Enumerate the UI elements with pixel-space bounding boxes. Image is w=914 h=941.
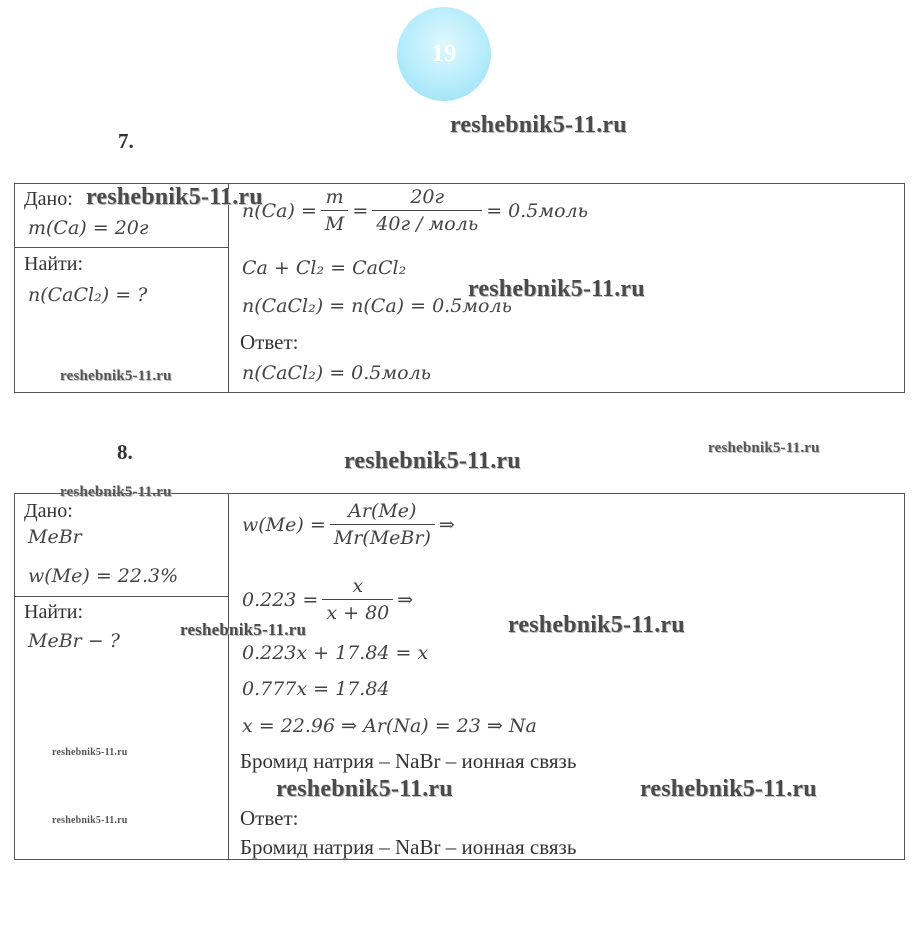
solution-line-1	[242, 186, 588, 235]
solution-line-3: n(CaCl₂) = n(Ca) = 0.5моль	[242, 295, 512, 317]
page-number-badge: 19	[397, 7, 491, 101]
fraction-numerator: m	[325, 186, 344, 208]
solution-line-6: Бромид натрия – NaBr – ионная связь	[240, 749, 577, 773]
fraction-denominator: 40г / моль	[372, 210, 482, 235]
answer-value: Бромид натрия – NaBr – ионная связь	[240, 835, 577, 859]
table-divider	[14, 596, 228, 597]
watermark: reshebnik5-11.ru	[52, 815, 128, 826]
watermark: reshebnik5-11.ru	[450, 112, 627, 138]
solution-line-2: Ca + Cl₂ = CaCl₂	[242, 257, 407, 279]
given-label: Дано:	[24, 188, 73, 210]
fraction-denominator: M	[321, 210, 348, 235]
watermark: reshebnik5-11.ru	[52, 747, 128, 758]
answer-value: n(CaCl₂) = 0.5моль	[242, 362, 432, 384]
table-divider	[14, 247, 228, 248]
problem-7-number: 7.	[118, 129, 134, 153]
solution-line-2	[242, 575, 413, 624]
fraction-numerator: 20г	[410, 186, 445, 208]
fraction-numerator: Ar(Me)	[348, 500, 417, 522]
equals-sign: =	[352, 199, 369, 222]
watermark: reshebnik5-11.ru	[86, 184, 263, 210]
problem-8-number: 8.	[117, 440, 133, 464]
fraction	[321, 186, 348, 235]
watermark: reshebnik5-11.ru	[640, 776, 817, 802]
find-label: Найти:	[24, 253, 84, 275]
watermark: reshebnik5-11.ru	[344, 448, 521, 474]
table-divider	[228, 183, 229, 393]
implies-arrow: ⇒	[397, 588, 414, 611]
answer-label: Ответ:	[240, 806, 299, 830]
formula-lhs: n(Ca) =	[242, 199, 317, 222]
watermark: reshebnik5-11.ru	[180, 620, 307, 639]
fraction	[322, 575, 393, 624]
watermark: reshebnik5-11.ru	[60, 484, 172, 500]
find-value: n(CaCl₂) = ?	[28, 284, 148, 306]
find-value: MeBr − ?	[28, 630, 120, 652]
watermark: reshebnik5-11.ru	[276, 776, 453, 802]
implies-arrow: ⇒	[438, 513, 455, 536]
watermark: reshebnik5-11.ru	[60, 368, 172, 384]
given-value: w(Me) = 22.3%	[28, 565, 179, 587]
fraction	[372, 186, 482, 235]
watermark: reshebnik5-11.ru	[468, 276, 645, 302]
fraction-denominator: x + 80	[322, 599, 393, 624]
given-value: m(Ca) = 20г	[28, 217, 149, 239]
formula-lhs: w(Me) =	[242, 513, 326, 536]
solution-line-5: x = 22.96 ⇒ Ar(Na) = 23 ⇒ Na	[242, 715, 537, 737]
solution-line-4: 0.777x = 17.84	[242, 678, 390, 700]
solution-line-1	[242, 500, 455, 549]
watermark: reshebnik5-11.ru	[508, 612, 685, 638]
answer-label: Ответ:	[240, 330, 299, 354]
formula-rhs: = 0.5моль	[486, 199, 588, 222]
given-label: Дано:	[24, 500, 73, 522]
given-value: MeBr	[28, 526, 82, 548]
solution-line-3: 0.223x + 17.84 = x	[242, 642, 429, 664]
problem-8-table	[14, 493, 905, 860]
fraction-numerator: x	[352, 575, 364, 597]
formula-lhs: 0.223 =	[242, 588, 319, 611]
table-divider	[228, 493, 229, 860]
fraction-denominator: Mr(MeBr)	[330, 524, 435, 549]
find-label: Найти:	[24, 601, 84, 623]
fraction	[330, 500, 435, 549]
watermark: reshebnik5-11.ru	[708, 440, 820, 456]
